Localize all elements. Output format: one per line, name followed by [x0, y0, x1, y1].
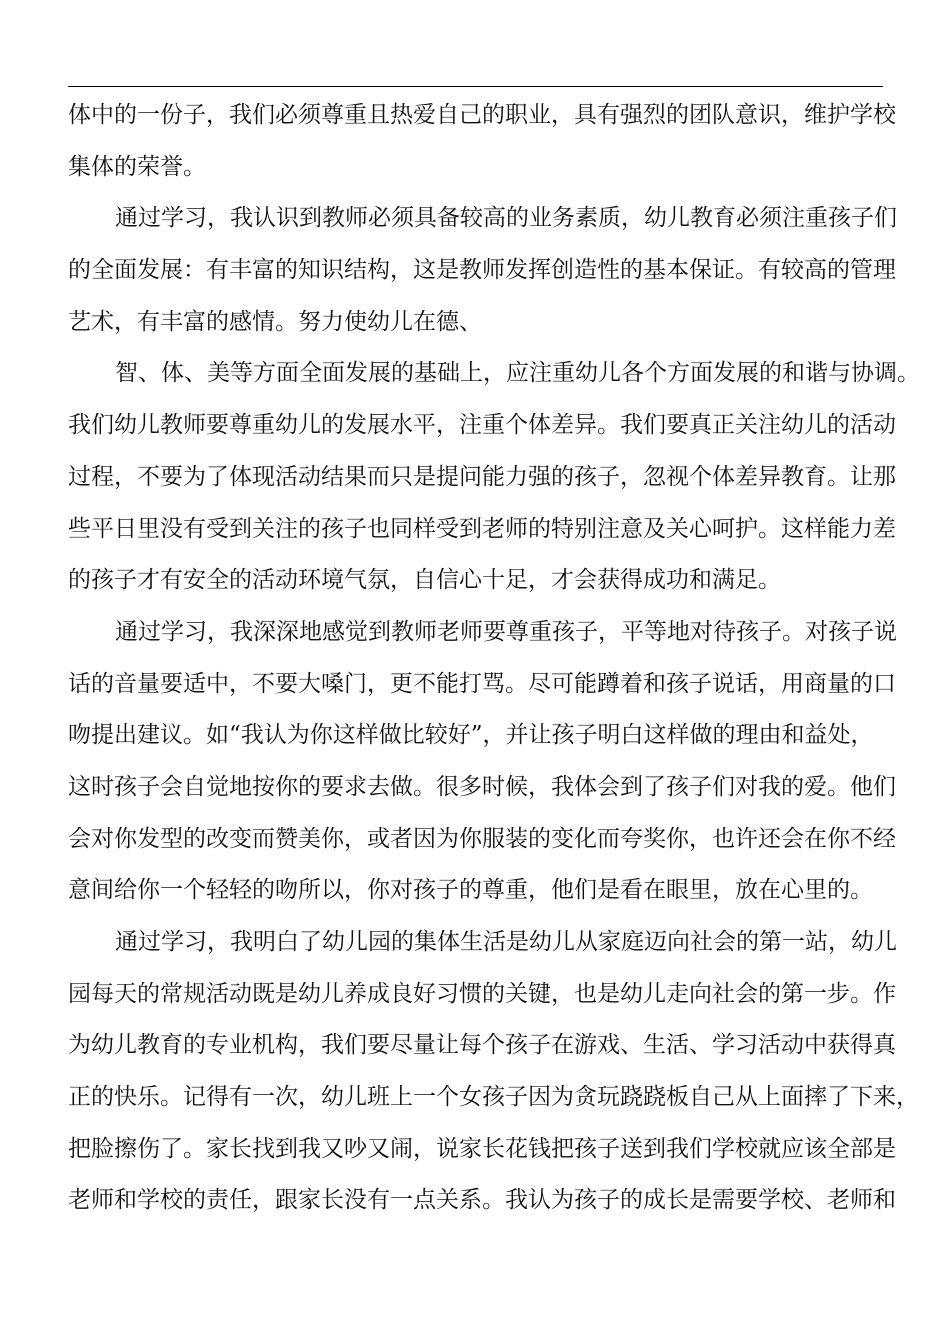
text-line: 这时孩子会自觉地按你的要求去做。很多时候，我体会到了孩子们对我的爱。他们 [68, 773, 896, 800]
paragraph-first-line: 智、体、美等方面全面发展的基础上，应注重幼儿各个方面发展的和谐与协调。 [115, 360, 920, 387]
text-line: 的全面发展：有丰富的知识结构，这是教师发挥创造性的基本保证。有较高的管理 [68, 257, 896, 284]
text-line: 吻提出建议。如“我认为你这样做比较好”，并让孩子明白这样做的理由和益处， [68, 722, 874, 749]
text-line: 我们幼儿教师要尊重幼儿的发展水平，注重个体差异。我们要真正关注幼儿的活动 [68, 412, 896, 439]
text-line: 把脸擦伤了。家长找到我又吵又闹，说家长花钱把孩子送到我们学校就应该全部是 [68, 1135, 896, 1162]
paragraph-first-line: 通过学习，我明白了幼儿园的集体生活是幼儿从家庭迈向社会的第一站，幼儿 [115, 929, 897, 955]
paragraph-first-line: 通过学习，我认识到教师必须具备较高的业务素质，幼儿教育必须注重孩子们 [115, 205, 897, 232]
text-line: 为幼儿教育的专业机构，我们要尽量让每个孩子在游戏、生活、学习活动中获得真 [68, 1032, 896, 1059]
text-line: 意间给你一个轻轻的吻所以，你对孩子的尊重，他们是看在眼里，放在心里的。 [68, 877, 873, 904]
text-line: 过程，不要为了体现活动结果而只是提问能力强的孩子，忽视个体差异教育。让那 [68, 463, 896, 490]
text-line: 老师和学校的责任，跟家长没有一点关系。我认为孩子的成长是需要学校、老师和 [68, 1187, 896, 1214]
text-line: 园每天的常规活动既是幼儿养成良好习惯的关键，也是幼儿走向社会的第一步。作 [68, 980, 896, 1007]
text-line: 正的快乐。记得有一次，幼儿班上一个女孩子因为贪玩跷跷板自己从上面摔了下来， [68, 1084, 919, 1111]
header-rule [68, 86, 883, 87]
text-line: 艺术，有丰富的感情。努力使幼儿在德、 [68, 308, 482, 335]
text-line: 会对你发型的改变而赞美你，或者因为你服装的变化而夸奖你，也许还会在你不经 [68, 825, 896, 852]
body-text [68, 90, 920, 1227]
text-line: 些平日里没有受到关注的孩子也同样受到老师的特别注意及关心呵护。这样能力差 [68, 515, 896, 542]
text-line: 话的音量要适中，不要大嗓门，更不能打骂。尽可能蹲着和孩子说话，用商量的口 [68, 670, 896, 697]
text-line: 的孩子才有安全的活动环境气氛，自信心十足，才会获得成功和满足。 [68, 567, 781, 594]
text-line: 体中的一份子，我们必须尊重且热爱自己的职业，具有强烈的团队意识，维护学校 [68, 102, 896, 128]
text-line: 集体的荣誉。 [68, 153, 206, 180]
paragraph-first-line: 通过学习，我深深地感觉到教师老师要尊重孩子，平等地对待孩子。对孩子说 [115, 618, 897, 645]
